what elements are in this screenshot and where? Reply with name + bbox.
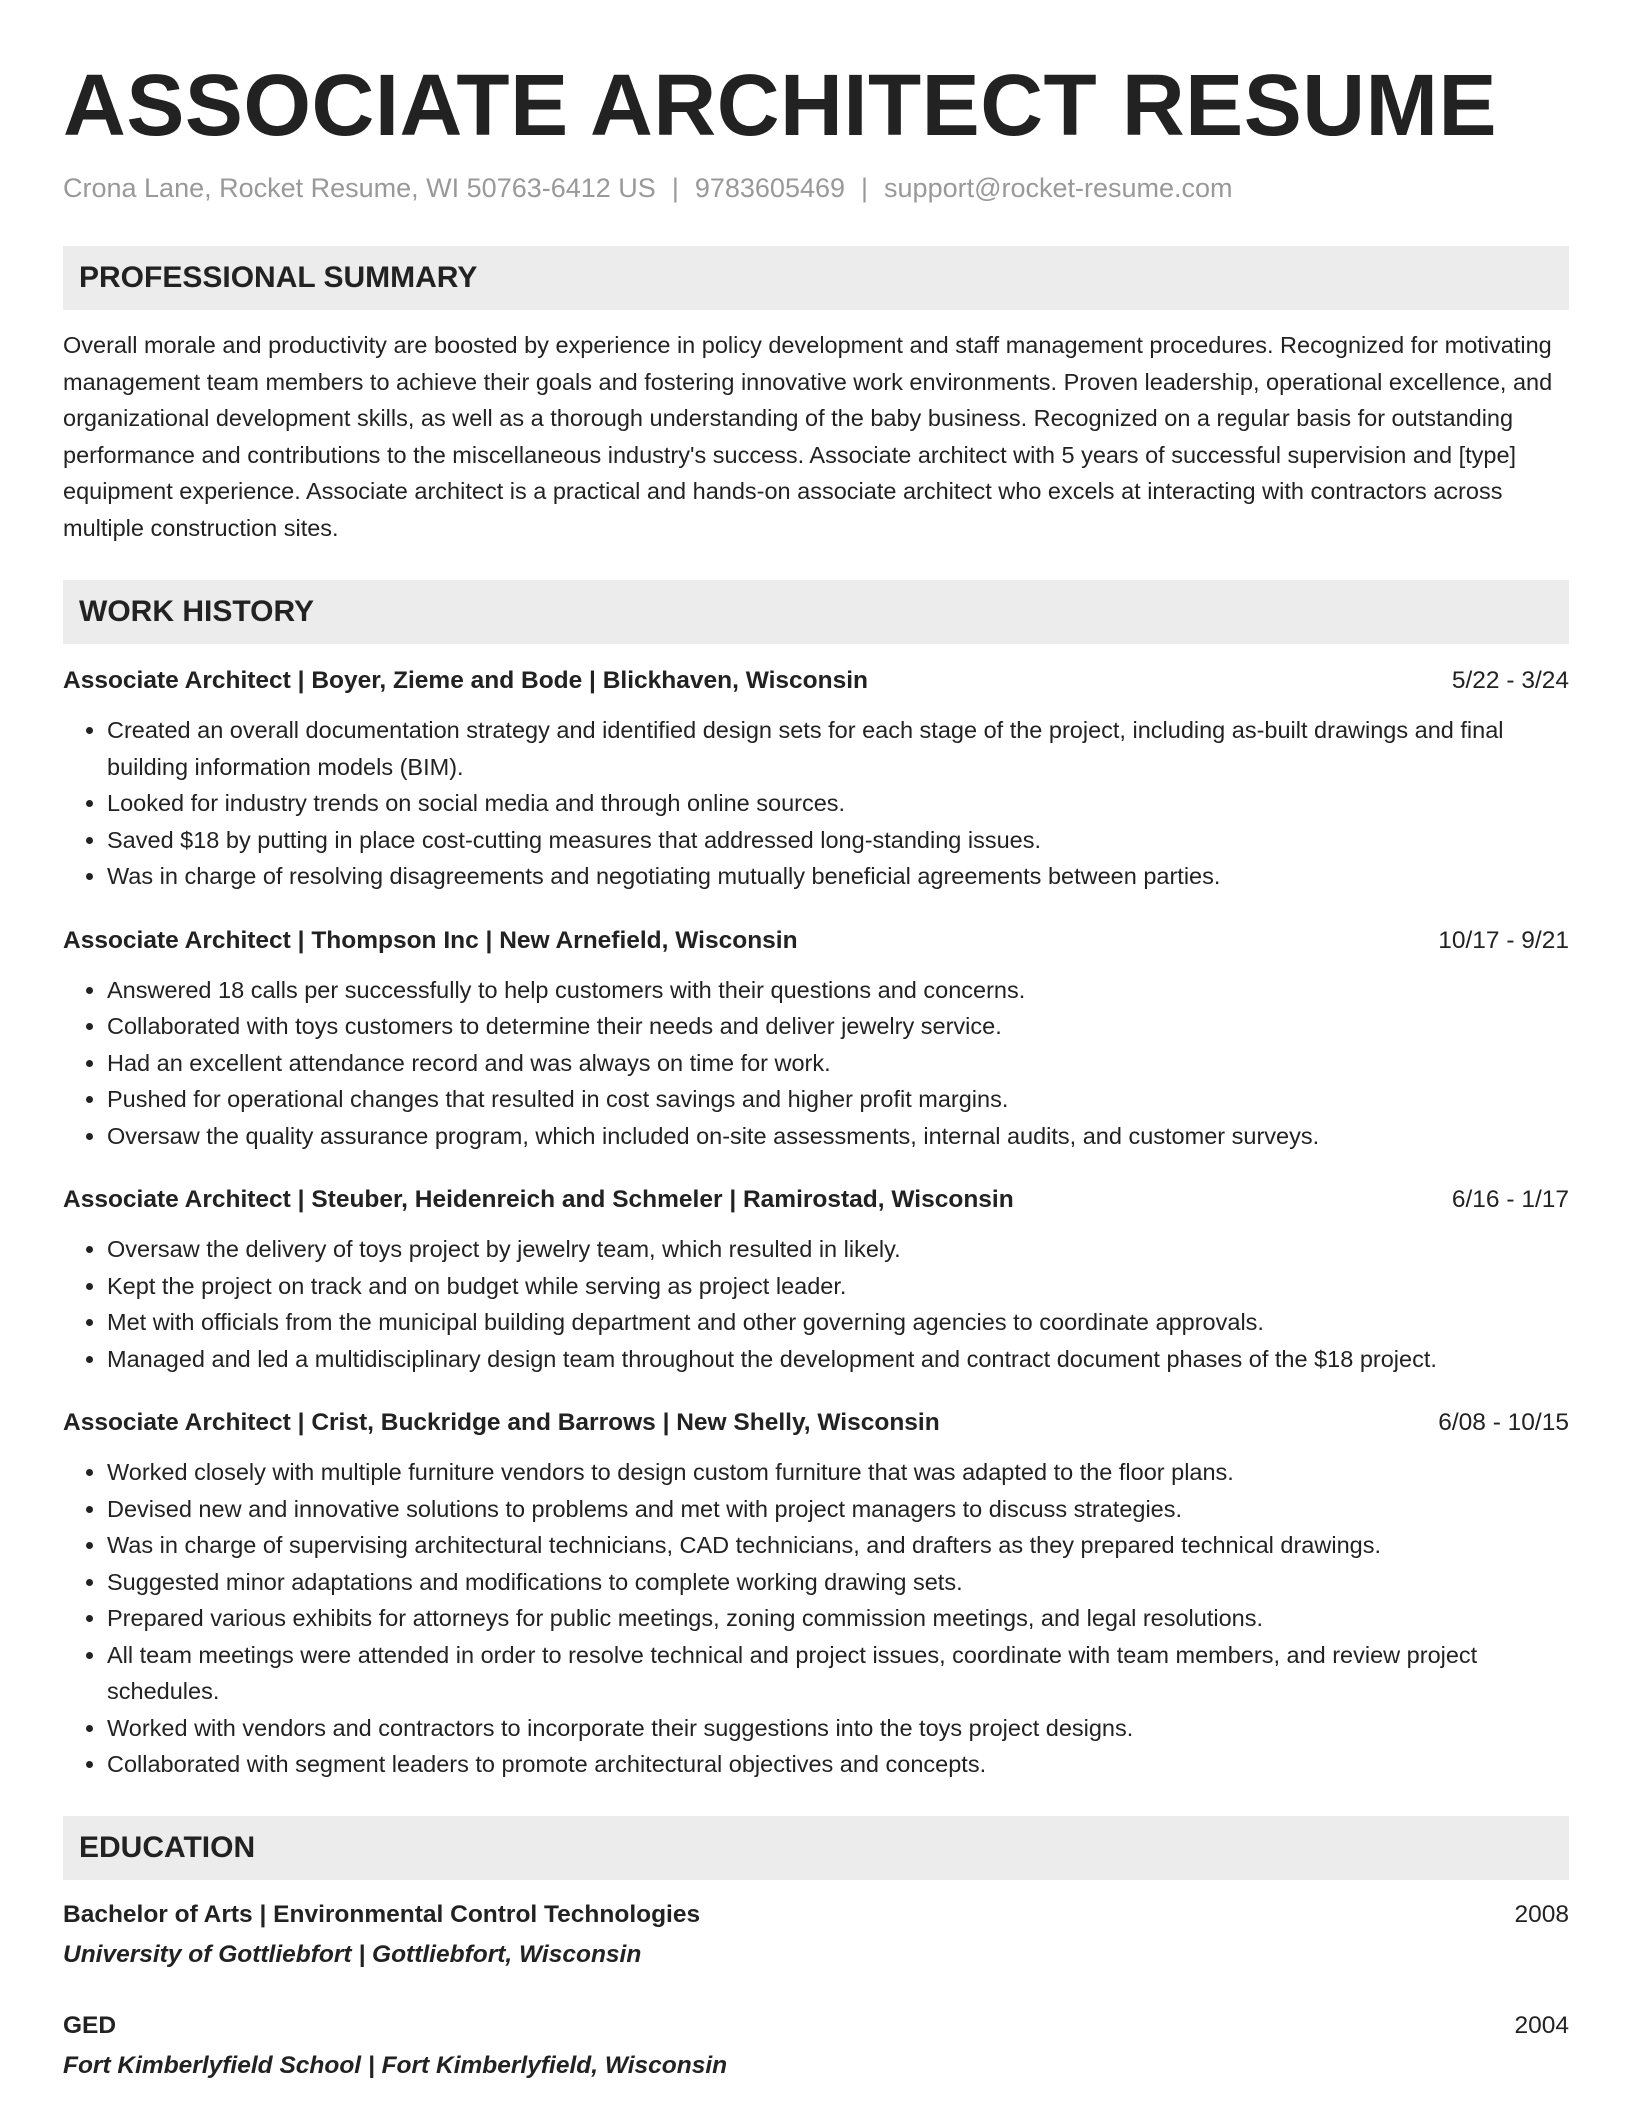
job-entry <box>63 664 1569 895</box>
section-heading-work-history: WORK HISTORY <box>63 580 1569 644</box>
list-item: • Oversaw the quality assurance program, which included on-site assessments, internal audits, and customer surveys. <box>107 1118 1569 1155</box>
job-entry <box>63 1183 1569 1377</box>
list-item: • Answered 18 calls per successfully to help customers with their questions and concerns. <box>107 972 1569 1009</box>
education-school: Fort Kimberlyfield School | Fort Kimberlyfield, Wisconsin <box>63 2051 728 2079</box>
list-item: • Was in charge of supervising architectural technicians, CAD technicians, and drafters as they prepared technical drawings. <box>107 1527 1569 1564</box>
list-item: • Worked closely with multiple furniture vendors to design custom furniture that was adapted to the floor plans. <box>107 1454 1569 1491</box>
education-school: University of Gottliebfort | Gottliebfort, Wisconsin <box>63 1940 642 1968</box>
education-degree: Bachelor of Arts | Environmental Control Technologies <box>63 1900 701 1928</box>
contact-separator: | <box>861 173 869 203</box>
contact-phone: 9783605469 <box>694 173 846 203</box>
contact-address: Crona Lane, Rocket Resume, WI 50763-6412 US <box>63 173 656 203</box>
job-bullets <box>63 712 1569 895</box>
list-item: • Kept the project on track and on budget while serving as project leader. <box>107 1268 1569 1305</box>
list-item: • Looked for industry trends on social media and through online sources. <box>107 785 1569 822</box>
job-header <box>63 1183 1569 1217</box>
list-item: • Oversaw the delivery of toys project by jewelry team, which resulted in likely. <box>107 1231 1569 1268</box>
list-item: • Collaborated with segment leaders to promote architectural objectives and concepts. <box>107 1746 1569 1783</box>
education-header <box>63 2009 1569 2043</box>
list-item: • Suggested minor adaptations and modifications to complete working drawing sets. <box>107 1564 1569 1601</box>
job-bullets <box>63 972 1569 1155</box>
list-item: • Had an excellent attendance record and was always on time for work. <box>107 1045 1569 1082</box>
job-dates: 5/22 - 3/24 <box>1451 667 1569 694</box>
job-header <box>63 1406 1569 1440</box>
list-item: • Created an overall documentation strategy and identified design sets for each stage of the project, including as-built drawings and final building information models (BIM). <box>107 712 1569 785</box>
list-item: • Managed and led a multidisciplinary design team throughout the development and contract document phases of the $18 project. <box>107 1341 1569 1378</box>
list-item: • Devised new and innovative solutions to problems and met with project managers to discuss strategies. <box>107 1491 1569 1528</box>
education-year: 2004 <box>1514 2011 1569 2039</box>
list-item: • Met with officials from the municipal building department and other governing agencies to coordinate approvals. <box>107 1304 1569 1341</box>
job-entry <box>63 924 1569 1155</box>
list-item: • Collaborated with toys customers to determine their needs and deliver jewelry service. <box>107 1008 1569 1045</box>
section-heading-summary: PROFESSIONAL SUMMARY <box>63 246 1569 310</box>
job-header <box>63 924 1569 958</box>
job-title: Associate Architect | Crist, Buckridge and Barrows | New Shelly, Wisconsin <box>63 1409 940 1436</box>
contact-separator: | <box>671 173 679 203</box>
job-title: Associate Architect | Boyer, Zieme and Bode | Blickhaven, Wisconsin <box>63 667 868 694</box>
education-degree: GED <box>63 2011 117 2039</box>
education-entry <box>63 1898 1569 1972</box>
list-item: • All team meetings were attended in order to resolve technical and project issues, coordinate with team members, and review project schedules. <box>107 1637 1569 1710</box>
job-dates: 6/08 - 10/15 <box>1438 1409 1569 1436</box>
job-title: Associate Architect | Steuber, Heidenreich and Schmeler | Ramirostad, Wisconsin <box>63 1186 1014 1213</box>
section-heading-education: EDUCATION <box>63 1816 1569 1880</box>
education-header <box>63 1898 1569 1932</box>
job-dates: 10/17 - 9/21 <box>1438 926 1569 954</box>
education-entry <box>63 2009 1569 2083</box>
resume-title: ASSOCIATE ARCHITECT RESUME <box>63 57 1498 154</box>
contact-email: support@rocket-resume.com <box>884 173 1233 203</box>
summary-text: Overall morale and productivity are boosted by experience in policy development and staff management procedures. Recognized for motivating management team members to achieve their goals and fostering innovative work environments. Proven leadership, operational excellence, and organizational development skills, as well as a thorough understanding of the baby business. Recognized on a regular basis for outstanding performance and contributions to the miscellaneous industry's success. Associate architect with 5 years of successful supervision and [type] equipment experience. Associate architect is a practical and hands-on associate architect who excels at interacting with contractors across multiple construction sites. <box>63 332 1553 541</box>
job-entry <box>63 1406 1569 1783</box>
job-bullets <box>63 1454 1569 1783</box>
list-item: • Worked with vendors and contractors to incorporate their suggestions into the toys project designs. <box>107 1710 1569 1747</box>
list-item: • Was in charge of resolving disagreements and negotiating mutually beneficial agreements between parties. <box>107 858 1569 895</box>
contact-line <box>63 170 1569 206</box>
list-item: • Pushed for operational changes that resulted in cost savings and higher profit margins. <box>107 1081 1569 1118</box>
job-bullets <box>63 1231 1569 1377</box>
list-item: • Saved $18 by putting in place cost-cutting measures that addressed long-standing issues. <box>107 822 1569 859</box>
job-title: Associate Architect | Thompson Inc | New Arnefield, Wisconsin <box>63 926 798 954</box>
list-item: • Prepared various exhibits for attorneys for public meetings, zoning commission meetings, and legal resolutions. <box>107 1600 1569 1637</box>
job-dates: 6/16 - 1/17 <box>1451 1186 1569 1213</box>
education-year: 2008 <box>1514 1900 1569 1928</box>
job-header <box>63 664 1569 698</box>
